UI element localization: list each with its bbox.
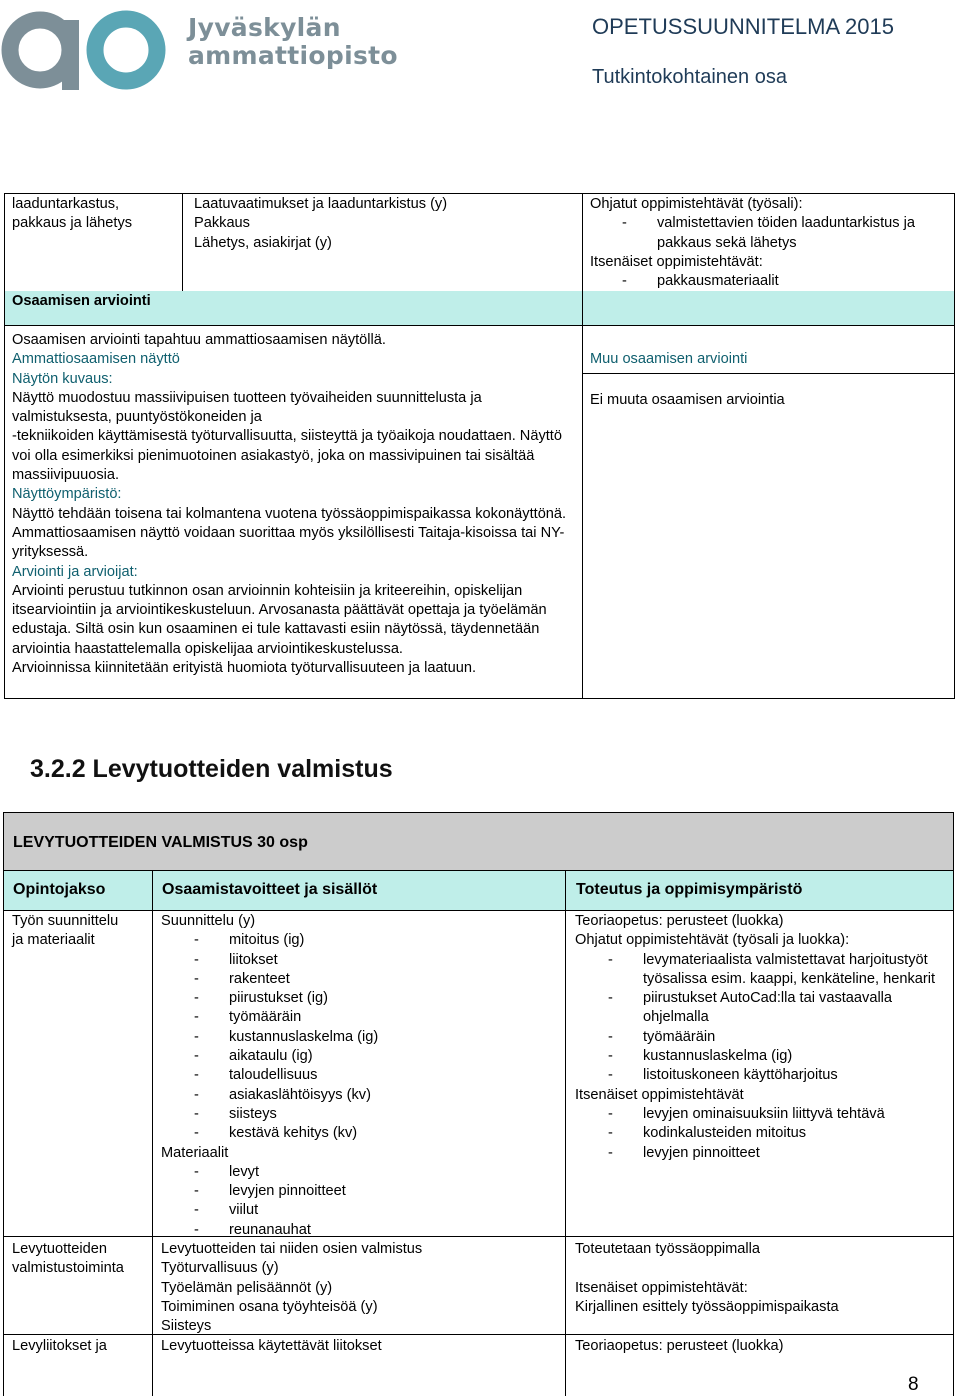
course-unit-planning: Työn suunnittelu ja materiaalit <box>12 913 119 949</box>
implementation-line: Kirjallinen esittely työssäoppimispaikasta <box>575 1298 839 1315</box>
section-heading: 3.2.2 Levytuotteiden valmistus <box>30 755 393 783</box>
list-item: - pakkausmateriaalit <box>622 272 950 291</box>
implementation-list-2 <box>622 272 950 291</box>
table-border <box>565 871 566 1396</box>
list-item: - taloudellisuus <box>194 1066 561 1085</box>
list-item: - aikataulu (ig) <box>194 1047 561 1066</box>
list-item: - rakenteet <box>194 970 561 989</box>
demonstration-heading: Ammattiosaamisen näyttö <box>12 351 180 368</box>
table-border <box>4 193 5 699</box>
table-border <box>954 193 955 699</box>
implementation-manufacturing <box>575 1240 945 1317</box>
table-border <box>582 373 955 374</box>
table-border <box>4 325 955 326</box>
list-item: - listoituskoneen käyttöharjoitus <box>608 1066 945 1085</box>
list-item: - levyjen ominaisuuksiin liittyvä tehtävä <box>608 1105 945 1124</box>
list-item: - kustannuslaskelma (ig) <box>194 1028 561 1047</box>
table-border <box>152 871 153 1396</box>
demonstration-description-label: Näytön kuvaus: <box>12 370 113 387</box>
objectives-joints: Levytuotteissa käytettävät liitokset <box>161 1338 382 1354</box>
course-table-title-row <box>3 812 954 871</box>
implementation-subheading: Itsenäiset oppimistehtävät: <box>590 253 763 270</box>
environment-text: Näyttö tehdään toisena tai kolmantena vuotena työssäoppimispaikassa kokonäyttönä. Ammattiosaamisen näyttö voidaan suorittaa myös yksilöllisesti Taitaja-kisoissa tai NY-yrityksessä. <box>12 505 567 561</box>
objectives-manufacturing: Levytuotteiden tai niiden osien valmistus Työturvallisuus (y) Työelämän pelisäännöt (y) Toimiminen osana työyhteisöä (y) Siisteys <box>161 1241 423 1335</box>
implementation-list-2 <box>608 1105 945 1163</box>
column-header-objectives: Osaamistavoitteet ja sisällöt <box>162 881 378 898</box>
table-border <box>3 911 4 1396</box>
implementation-planning <box>575 912 945 1163</box>
list-item: - kustannuslaskelma (ig) <box>608 1047 945 1066</box>
table-border <box>182 193 183 291</box>
implementation-joints: Teoriaopetus: perusteet (luokka) <box>575 1338 784 1354</box>
logo-line-2: ammattiopisto <box>188 41 398 70</box>
list-item: - valmistettavien töiden laaduntarkistus ja pakkaus sekä lähetys <box>622 214 950 253</box>
list-item: - siisteys <box>194 1105 561 1124</box>
course-unit-cell: laaduntarkastus, pakkaus ja lähetys <box>12 196 133 232</box>
list-item: - liitokset <box>194 951 561 970</box>
list-item: - työmääräin <box>608 1028 945 1047</box>
implementation-line: Teoriaopetus: perusteet (luokka) <box>575 913 784 929</box>
evaluation-text: Arviointi perustuu tutkinnon osan arvioinnin kohteisiin ja kriteereihin, opiskelijan itsearviointiin ja arviointikeskusteluun. Arvosanasta päättävät opettaja ja työelämän edustaja. Siltä osin kun osaaminen ei tule kattavasti esiin näytössä, täydennetään arviointia haastattelemalla opiskelijaa arviointikeskustelussa. <box>12 582 547 657</box>
course-table <box>3 812 954 1396</box>
page-header <box>0 0 960 100</box>
table-border <box>4 193 955 194</box>
list-item: - mitoitus (ig) <box>194 931 561 950</box>
list-item: - levyt <box>194 1163 561 1182</box>
column-header-opintojakso: Opintojakso <box>13 881 106 898</box>
implementation-line: Ohjatut oppimistehtävät (työsali ja luokka): <box>575 932 850 949</box>
table-border <box>4 698 955 699</box>
demonstration-block <box>12 331 578 678</box>
list-item: - levyjen pinnoitteet <box>608 1144 945 1163</box>
list-item: - asiakaslähtöisyys (kv) <box>194 1086 561 1105</box>
column-header-implementation: Toteutus ja oppimisympäristö <box>576 881 803 898</box>
materials-list <box>194 1163 561 1240</box>
list-item: - viilut <box>194 1201 561 1220</box>
implementation-line: Toteutetaan työssäoppimalla <box>575 1241 760 1257</box>
implementation-list <box>608 951 945 1086</box>
course-unit-manufacturing: Levytuotteiden valmistustoiminta <box>12 1241 124 1277</box>
table-border <box>582 193 583 699</box>
list-item: - kestävä kehitys (kv) <box>194 1124 561 1143</box>
materials-title: Materiaalit <box>161 1144 229 1161</box>
implementation-intro: Ohjatut oppimistehtävät (työsali): <box>590 196 803 212</box>
implementation-line: Itsenäiset oppimistehtävät <box>575 1086 744 1103</box>
spacer <box>575 1259 945 1278</box>
assessment-heading: Osaamisen arviointi <box>12 293 151 309</box>
list-item: - työmääräin <box>194 1008 561 1027</box>
environment-label: Näyttöympäristö: <box>12 486 122 503</box>
list-item: - reunanauhat <box>194 1221 561 1240</box>
logo-ao-icon <box>0 0 172 98</box>
evaluation-label: Arviointi ja arvioijat: <box>12 563 138 580</box>
assessment-table <box>4 193 955 699</box>
logo-line-1: Jyväskylän <box>188 13 341 42</box>
other-assessment-heading: Muu osaamisen arviointi <box>590 351 748 367</box>
objectives-planning <box>161 912 561 1240</box>
objectives-title: Suunnittelu (y) <box>161 913 256 929</box>
list-item: - levymateriaalista valmistettavat harjoitustyöt työsalissa esim. kaappi, kenkäteline, henkarit <box>608 951 945 990</box>
course-table-title: LEVYTUOTTEIDEN VALMISTUS 30 osp <box>13 834 308 851</box>
page-number: 8 <box>908 1374 919 1395</box>
evaluation-final: Arvioinnissa kiinnitetään erityistä huomiota työturvallisuuteen ja laatuun. <box>12 660 477 677</box>
implementation-cell <box>590 195 950 291</box>
objectives-list <box>194 931 561 1143</box>
document-title: OPETUSSUUNNITELMA 2015 <box>592 14 894 39</box>
list-item: - levyjen pinnoitteet <box>194 1182 561 1201</box>
document-subtitle: Tutkintokohtainen osa <box>592 66 787 88</box>
list-item: - piirustukset (ig) <box>194 989 561 1008</box>
course-unit-joints: Levyliitokset ja <box>12 1338 107 1354</box>
other-assessment-text: Ei muuta osaamisen arviointia <box>590 392 785 408</box>
table-border <box>953 911 954 1396</box>
assessment-intro: Osaamisen arviointi tapahtuu ammattiosaamisen näytöllä. <box>12 332 386 348</box>
demonstration-description: Näyttö muodostuu massiivipuisen tuotteen työvaiheiden suunnittelusta ja valmistuksesta, puuntyöstökoneiden ja -tekniikoiden käyttämisestä työturvallisuutta, siisteyttä ja työaikoja noudattaen. Näyttö voi olla esimerkiksi pienimuotoinen asiakastyö, joka on massivipuinen tai sisältää massiivipuuosia. <box>12 389 562 484</box>
list-item: - kodinkalusteiden mitoitus <box>608 1124 945 1143</box>
objectives-cell: Laatuvaatimukset ja laaduntarkistus (y) Pakkaus Lähetys, asiakirjat (y) <box>194 196 448 251</box>
course-table-header-row <box>3 871 954 911</box>
implementation-line: Itsenäiset oppimistehtävät: <box>575 1279 748 1296</box>
implementation-list <box>622 214 950 253</box>
list-item: - piirustukset AutoCad:lla tai vastaavalla ohjelmalla <box>608 989 945 1028</box>
logo-wordmark <box>188 14 398 70</box>
